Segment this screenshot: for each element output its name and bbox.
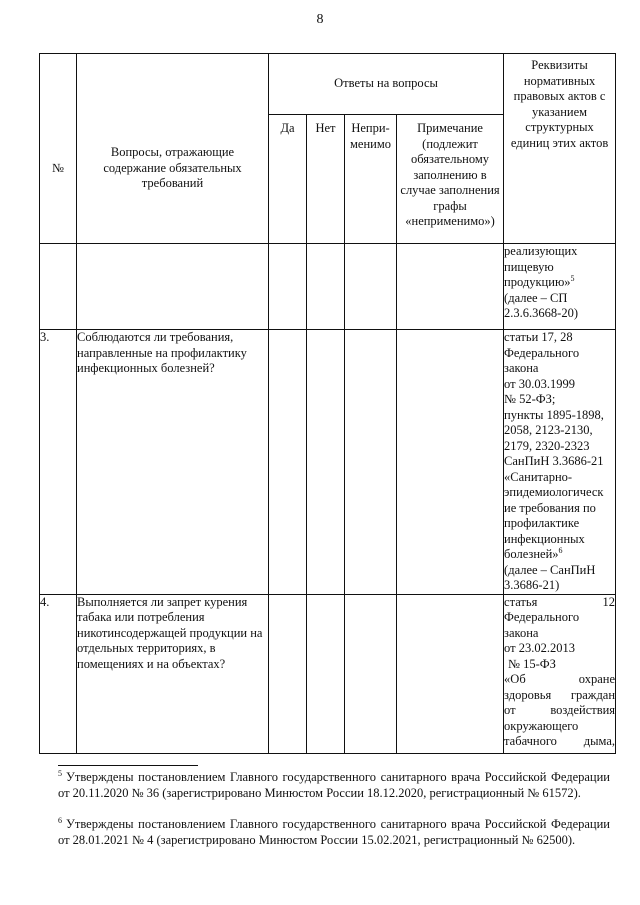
row-number (40, 244, 77, 330)
header-refs (504, 54, 616, 244)
cell-not-applicable (345, 594, 397, 753)
footnote-separator (58, 765, 198, 766)
header-answers-label: Ответы на вопросы (334, 76, 438, 91)
cell-no (307, 330, 345, 595)
row-question: Выполняется ли запрет курения табака или потребления никотинсодержащей продукции на отдельных территориях, в помещениях и на объектах? (77, 594, 269, 753)
row-number: 4. (40, 594, 77, 753)
header-no-label: Нет (315, 121, 336, 135)
cell-not-applicable (345, 330, 397, 595)
table-row (40, 594, 616, 753)
footnote-mark: 6 (58, 815, 62, 825)
header-questions-label: Вопросы, отражающие содержание обязательных требований (103, 145, 242, 191)
header-yes (269, 115, 307, 244)
cell-yes (269, 330, 307, 595)
cell-note (397, 594, 504, 753)
footnote-ref-5: 5 (570, 273, 575, 283)
header-refs-label: Реквизиты нормативных правовых актов с указанием структурных единиц этих актов (510, 58, 609, 150)
cell-not-applicable (345, 244, 397, 330)
page-number: 8 (316, 12, 324, 27)
footnote-ref-6: 6 (558, 545, 563, 555)
row-refs: статьи 17, 28 Федерального закона от 30.03.1999 № 52-ФЗ; пункты 1895-1898, 2058, 2123-2130, 2179, 2320-2323 СанПиН 3.3686-21 «Санитарно- эпидемиологическ ие требования по профилактике инфекционных болезней»$^6$ (далее – СанПиН 3.3686-21) (504, 330, 616, 595)
row-question (77, 244, 269, 330)
header-answers (269, 54, 504, 115)
row-refs: реализующих пищевую продукцию»$^5$ (далее – СП 2.3.6.3668-20) (504, 244, 616, 330)
header-not-applicable (345, 115, 397, 244)
cell-no (307, 594, 345, 753)
header-note (397, 115, 504, 244)
table-row (40, 244, 616, 330)
header-number (40, 54, 77, 244)
header-na-line2: менимо (350, 136, 391, 151)
row-number: 3. (40, 330, 77, 595)
footnote-text: Утверждены постановлением Главного государственного санитарного врача Российской Федерации от 28.01.2021 № 4 (зарегистрировано Минюстом России 15.02.2021, регистрационный № 62500). (58, 817, 610, 847)
table-header-row (40, 54, 616, 115)
footnote-5 (58, 770, 610, 801)
header-na-line1: Непри- (351, 121, 390, 135)
table-row (40, 330, 616, 595)
footnote-mark: 5 (58, 768, 62, 778)
header-questions (77, 54, 269, 244)
header-no (307, 115, 345, 244)
cell-yes (269, 244, 307, 330)
footnote-text: Утверждены постановлением Главного государственного санитарного врача Российской Федерации от 20.11.2020 № 36 (зарегистрировано Минюстом России 18.12.2020, регистрационный № 61572). (58, 770, 610, 800)
requirements-table (39, 53, 616, 754)
header-number-label: № (52, 161, 64, 175)
cell-no (307, 244, 345, 330)
row-question: Соблюдаются ли требования, направленные на профилактику инфекционных болезней? (77, 330, 269, 595)
row-refs: статья 12 Федерального закона от 23.02.2013 № 15-ФЗ «Об охране здоровья граждан от воздействия окружающего табачного дыма, (504, 594, 616, 753)
cell-note (397, 244, 504, 330)
footnote-6 (58, 817, 610, 848)
header-yes-label: Да (280, 121, 295, 135)
cell-note (397, 330, 504, 595)
cell-yes (269, 594, 307, 753)
header-note-label: Примечание (подлежит обязательному заполнению в случае заполнения графы «неприменимо») (400, 121, 500, 228)
